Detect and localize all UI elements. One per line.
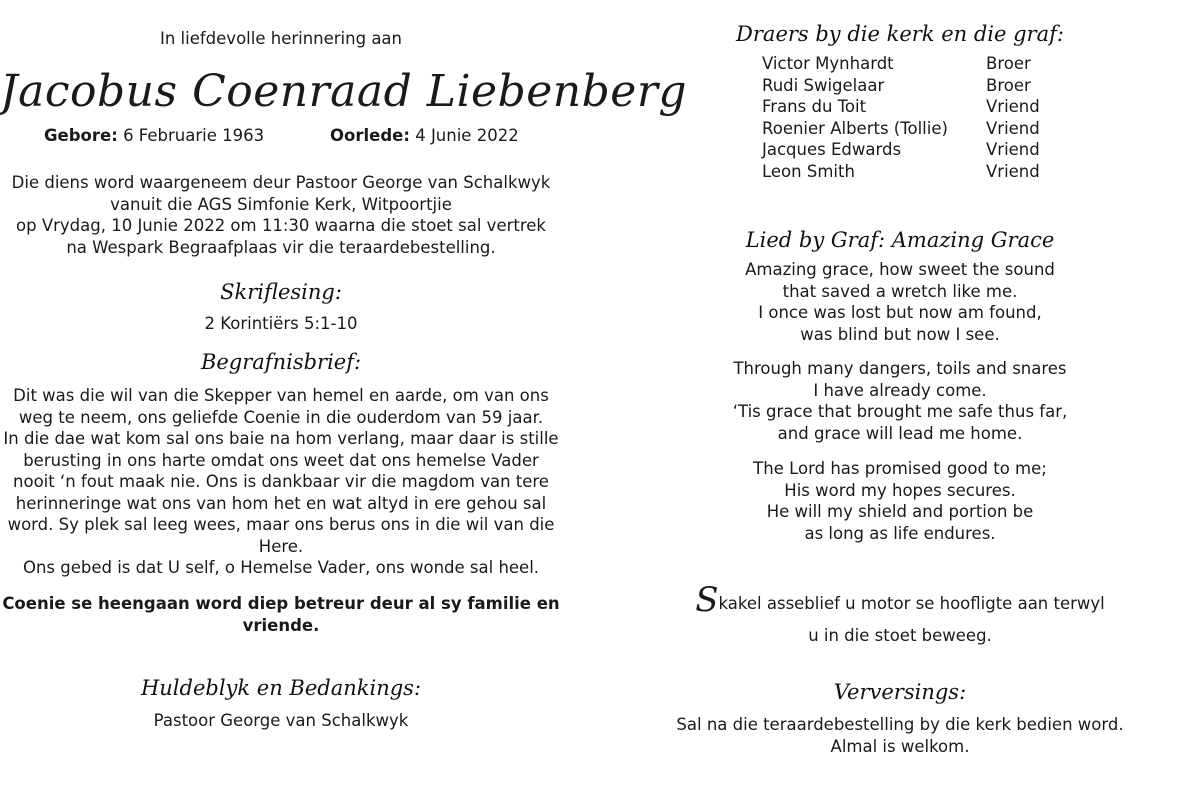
letter-line: nooit ‘n fout maak nie. Ons is dankbaar vir die magdom van tere [13,472,549,491]
died-label: Oorlede: [330,126,410,145]
bearer-row [762,75,1040,97]
verse-line: as long as life endures. [804,523,996,543]
verse-line: ‘Tis grace that brought me safe thus far, [732,402,1068,421]
bearer-row [762,53,1040,75]
letter-line: weg te neem, ons geliefde Coenie in die ouderdom van 59 jaar. [18,407,544,427]
letter-heading: Begrafnisbrief: [200,350,362,374]
hymn-verse-3 [620,458,1180,544]
headlights-text: kakel asseblief u motor se hoofligte aan terwyl [718,594,1105,613]
mourning-line: Coenie se heengaan word diep betreur deur al sy familie en [2,594,560,613]
right-page [620,0,1200,786]
letter-line: herinneringe wat ons van hom het en wat altyd in ere gehou sal [15,493,547,513]
letter-line: Here. [258,536,304,556]
died-date: 4 Junie 2022 [415,126,519,145]
bearer-name: Leon Smith [762,161,855,181]
bearer-row [762,118,1040,140]
service-line: op Vrydag, 10 Junie 2022 om 11:30 waarna die stoet sal vertrek [16,216,546,235]
verse-line: and grace will lead me home. [777,423,1023,443]
bearer-name: Frans du Toit [762,97,867,116]
verse-line: was blind but now I see. [800,324,1000,344]
verse-line: I once was lost but now am found, [758,303,1042,322]
tributes-heading: Huldeblyk en Bedankings: [140,676,422,700]
refresh-text [620,714,1180,757]
service-paragraph [0,172,562,258]
verse-line: The Lord has promised good to me; [753,459,1047,478]
bearer-name: Victor Mynhardt [762,54,894,73]
bearer-relation: Vriend [986,161,1040,181]
intro-text: In liefdevolle herinnering aan [159,29,402,48]
headlights-line-2: u in die stoet beweeg. [808,625,992,645]
bearer-row [762,161,1040,183]
verse-line: He will my shield and portion be [766,502,1034,521]
refresh-line: Sal na die teraardebestelling by die kerk bedien word. [676,715,1124,734]
scripture-reference: 2 Korintiërs 5:1-10 [204,314,358,333]
hymn-verse-2 [620,358,1180,444]
service-line: vanuit die AGS Simfonie Kerk, Witpoortjie [110,194,452,214]
headlights-initial: S [695,580,719,620]
letter-line: Dit was die wil van die Skepper van hemel en aarde, om van ons [13,386,549,405]
bearer-row [762,139,1040,161]
verse-line: I have already come. [813,380,987,400]
tributes-text: Pastoor George van Schalkwyk [153,711,409,730]
bearer-relation: Broer [986,54,1031,73]
death-date-line [330,126,519,145]
bearer-relation: Vriend [986,140,1040,159]
bearer-row [762,96,1040,118]
verse-line: Through many dangers, toils and snares [733,359,1067,378]
refresh-line: Almal is welkom. [830,736,970,756]
born-date: 6 Februarie 1963 [123,126,265,145]
hymn-verse-1 [620,259,1180,345]
birth-date-line [44,126,264,145]
bearers-table [762,53,1040,182]
scripture-heading: Skriflesing: [220,280,342,304]
refresh-heading: Verversings: [833,680,967,704]
mourning-line: vriende. [242,615,320,635]
letter-line: Ons gebed is dat U self, o Hemelse Vader, ons wonde sal heel. [22,558,540,577]
bearer-name: Rudi Swigelaar [762,75,885,95]
service-line: Die diens word waargeneem deur Pastoor George van Schalkwyk [11,173,551,192]
bearer-relation: Broer [986,75,1031,95]
letter-line: berusting in ons harte omdat ons weet dat ons hemelse Vader [23,450,539,470]
headlights-line-1 [620,580,1180,620]
letter-paragraph [0,385,562,579]
bearers-heading: Draers by die kerk en die graf: [736,22,1064,46]
verse-line: that saved a wretch like me. [782,281,1018,301]
born-label: Gebore: [44,126,118,145]
bearer-name: Jacques Edwards [762,140,902,159]
bearer-name: Roenier Alberts (Tollie) [762,118,948,138]
headlights-notice [620,580,1180,646]
bearer-relation: Vriend [986,97,1040,116]
letter-line: word. Sy plek sal leeg wees, maar ons berus ons in die wil van die [7,515,555,534]
deceased-name: Jacobus Coenraad Liebenberg [0,66,688,117]
bearer-relation: Vriend [986,118,1040,138]
song-heading: Lied by Graf: Amazing Grace [745,228,1055,252]
letter-line: In die dae wat kom sal ons baie na hom verlang, maar daar is stille [3,429,559,448]
service-line: na Wespark Begraafplaas vir die teraardebestelling. [66,237,496,257]
mourning-statement [0,593,562,636]
verse-line: His word my hopes secures. [784,480,1016,500]
verse-line: Amazing grace, how sweet the sound [745,260,1055,279]
